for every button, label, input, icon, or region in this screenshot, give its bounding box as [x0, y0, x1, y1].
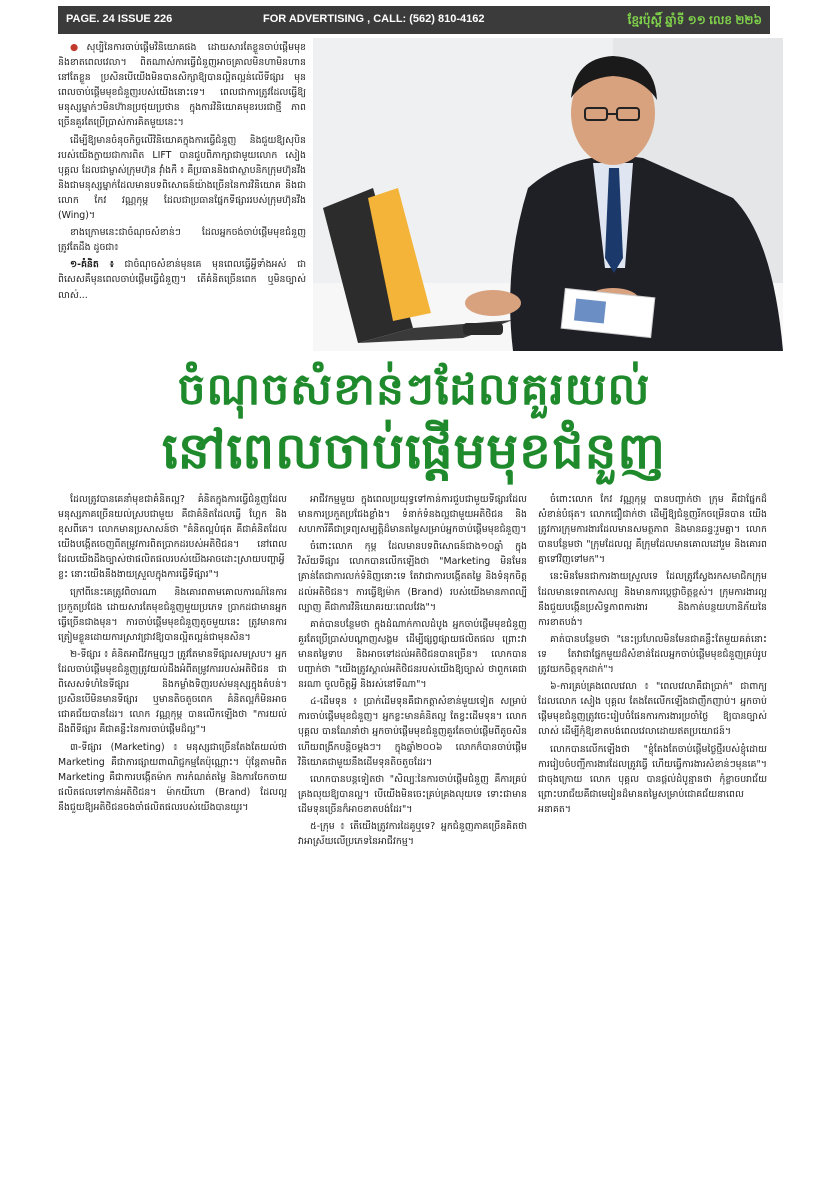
article-paragraph: ដែលត្រូវបានគេនាំមុខជាគំនិតល្អ? គំនិតក្នុងការធ្វើជំនួញដែលមនុស្សភាគច្រើនយល់ស្របជាមួយ គឺជាគំនិតដែលធ្វើ ហ្គែក និងខុសពីគេ។ លោកមានប្រសាសន៍ថា "គំនិតល្អបំផុត គឺជាគំនិតដែលយើងបង្កើតចេញពីតម្រូវការពិតប្រាកដរបស់អតិថិជន។ នៅពេលដែលយើងដឹងច្បាស់ថាផលិតផលរបស់យើងអាចដោះស្រាយបញ្ហាអ្វីខ្លះ នោះយើងនឹងងាយស្រួលក្នុងការធ្វើទីផ្សារ"។: [58, 494, 287, 581]
interviewee-photo: [313, 38, 783, 351]
page-header: [58, 6, 770, 34]
article-paragraph: នេះមិនមែនជាការងាយស្រួលទេ ដែលត្រូវស្វែងរកសមាជិកក្រុមដែលមានទេពកោសល្យ និងមានការប្តេជ្ញាចិត្តខ្ពស់។ ក្រុមការងារល្អ នឹងជួយបង្កើនប្រសិទ្ធភាពការងារ និងកាត់បន្ថយហានិភ័យនៃការខាតបង់។: [538, 571, 767, 628]
intro-column: [58, 40, 306, 305]
intro-paragraph: ១-គំនិត ៖ ជាចំណុចសំខាន់មុនគេ មុនពេលធ្វើអ្វីទាំងអស់ ជាពិសេសគឺមុនពេលចាប់ផ្តើមធ្វើជំនួញ។ តើគំនិតច្រើនពេក ឬមិនច្បាស់លាស់...: [58, 259, 306, 301]
article-paragraph: គាត់បានបន្ថែមថា ក្នុងដំណាក់កាលដំបូង អ្នកចាប់ផ្តើមមុខជំនួញគួរតែប្រើប្រាស់បណ្តាញសង្គម ដើម្បីផ្សព្វផ្សាយផលិតផល ព្រោះវាមានតម្លៃទាប និងអាចទៅដល់អតិថិជនបានច្រើន។ លោកបានបញ្ជាក់ថា "យើងត្រូវស្គាល់អតិថិជនរបស់យើងឱ្យច្បាស់ ថាពួកគេជានរណា ចូលចិត្តអ្វី និងរស់នៅទីណា"។: [298, 618, 527, 691]
article-paragraph: ២-ទីផ្សារ ៖ គំនិតអាជីវកម្មល្អៗ ត្រូវតែមានទីផ្សារសមស្រប។ អ្នកដែលចាប់ផ្តើមមុខជំនួញត្រូវយល់ដឹងអំពីតម្រូវការរបស់អតិថិជន ជាពិសេសទំហំនៃទីផ្សារ និងកម្លាំងទិញរបស់មនុស្សក្នុងតំបន់។ ប្រសិនបើមិនមានទីផ្សារ ឬមានតិចតួចពេក គំនិតល្អក៏មិនអាចជោគជ័យបានដែរ។ លោក វណ្ណកុម្ភ បានលើកឡើងថា "ការយល់ដឹងពីទីផ្សារ គឺជាគន្លឹះនៃការចាប់ផ្តើមដ៏ល្អ"។: [58, 648, 287, 736]
article-column-1: [58, 492, 287, 817]
page-issue-label: PAGE. 24 ISSUE 226: [66, 13, 173, 25]
advertising-contact: FOR ADVERTISING , CALL: (562) 810-4162: [263, 13, 485, 25]
bullet-icon: ●: [70, 42, 87, 53]
businessman-at-desk-illustration: [313, 38, 783, 351]
article-paragraph: គាត់បានបន្ថែមថា "នេះប្រហែលមិនមែនជាគន្លឹះតែមួយគត់នោះទេ តែវាជាផ្នែកមួយដ៏សំខាន់ដែលអ្នកចាប់ផ្តើមមុខជំនួញគ្រប់រូបត្រូវយកចិត្តទុកដាក់"។: [538, 633, 767, 676]
article-paragraph: ចំពោះលោក កុម្ភ ដែលមានបទពិសោធន៍ជាង១០ឆ្នាំ ក្នុងវិស័យទីផ្សារ លោកបានលើកឡើងថា "Marketing មិនមែនគ្រាន់តែជាការលក់ទំនិញនោះទេ តែវាជាការបង្កើតតម្លៃ និងទំនុកចិត្តដល់អតិថិជន។ ការធ្វើឱ្យម៉ាក (Brand) របស់យើងមានភាពល្បីល្បាញ គឺជាការវិនិយោគរយៈពេលវែង"។: [298, 541, 527, 613]
masthead-title: ខ្មែរប៉ុស្តិ៍ ឆ្នាំទី ១១ លេខ ២២៦: [627, 13, 762, 27]
article-paragraph: ៦-ការគ្រប់គ្រងពេលវេលា ៖ "ពេលវេលាគឺជាប្រាក់" ជាពាក្យដែលលោក សៀង បុគ្គល តែងតែលើកឡើងជាញឹកញាប់។ អ្នកចាប់ផ្តើមមុខជំនួញត្រូវចេះរៀបចំផែនការការងារប្រចាំថ្ងៃ ឱ្យបានច្បាស់លាស់ ដើម្បីកុំឱ្យខាតបង់ពេលវេលាដោយឥតប្រយោជន៍។: [538, 681, 767, 738]
headline-line-1: ចំណុចសំខាន់ៗដែលគួរយល់: [177, 364, 651, 415]
article-column-2: [298, 492, 527, 851]
article-paragraph: ៣-ទីផ្សារ (Marketing) ៖ មនុស្សជាច្រើនតែងតែយល់ថា Marketing គឺជាការផ្សាយពាណិជ្ជកម្មតែប៉ុណ្ណោះ។ ប៉ុន្តែតាមពិត Marketing គឺជាការបង្កើតម៉ាក ការកំណត់តម្លៃ និងការចែកចាយផលិតផលទៅកាន់អតិថិជន។ ម៉ាកយីហោ (Brand) ដែលល្អ នឹងជួយឱ្យអតិថិជនចងចាំផលិតផលរបស់យើងបានយូរ។: [58, 741, 287, 813]
headline-line-2: នៅពេលចាប់ផ្តើមមុខជំនួញ: [162, 422, 666, 480]
article-paragraph: ៤-ដើមទុន ៖ ប្រាក់ដើមទុនគឺជាកត្តាសំខាន់មួយទៀត សម្រាប់ការចាប់ផ្តើមមុខជំនួញ។ អ្នកខ្លះមានគំនិតល្អ តែខ្វះដើមទុន។ លោក បុគ្គល បានណែនាំថា អ្នកចាប់ផ្តើមមុខជំនួញគួរតែចាប់ផ្តើមពីតូចសិន ហើយពង្រីកបន្តិចម្តងៗ។ ក្នុងឆ្នាំ២០០៦ លោកក៏បានចាប់ផ្តើមវិនិយោគជាមួយនឹងដើមទុនតិចតួចដែរ។: [298, 696, 527, 768]
intro-paragraph: ខាងក្រោមនេះជាចំណុចសំខាន់ៗ ដែលអ្នកចង់ចាប់ផ្តើមមុខជំនួញត្រូវតែដឹង ដូចជា៖: [58, 227, 306, 254]
section-label: ១-គំនិត ៖: [70, 259, 114, 271]
article-paragraph: អាជីវកម្មមួយ ក្នុងពេលប្រយុទ្ធទៅកាន់ការជួបជាមួយទីផ្សារដែលមានការប្រកួតប្រជែងខ្លាំង។ ទំនាក់ទំនងល្អជាមួយអតិថិជន និងសហការីគឺជាទ្រព្យសម្បត្តិដ៏មានតម្លៃសម្រាប់អ្នកចាប់ផ្តើមមុខជំនួញ។: [298, 494, 527, 536]
article-column-3: [538, 492, 767, 819]
article-paragraph: ៥-ក្រុម ៖ តើយើងត្រូវការដៃគូឬទេ? អ្នកជំនួញភាគច្រើនគិតថា វាអាស្រ័យលើប្រភេទនៃអាជីវកម្ម។: [298, 820, 527, 848]
article-paragraph: លោកបានលើកឡើងថា "ខ្ញុំតែងតែចាប់ផ្តើមថ្ងៃថ្មីរបស់ខ្ញុំដោយការរៀបចំបញ្ជីការងារដែលត្រូវធ្វើ ហើយធ្វើការងារសំខាន់ៗមុនគេ"។ ជាចុងក្រោយ លោក បុគ្គល បានផ្តល់ដំបូន្មានថា កុំខ្លាចបរាជ័យ ព្រោះបរាជ័យគឺជាមេរៀនដ៏មានតម្លៃសម្រាប់ជោគជ័យនាពេលអនាគត។: [538, 743, 767, 815]
article-paragraph: លោកបានបន្តទៀតថា "សិល្បៈនៃការចាប់ផ្តើមជំនួញ គឺការគ្រប់គ្រងលុយឱ្យបានល្អ។ បើយើងមិនចេះគ្រប់គ្រងលុយទេ ទោះជាមានដើមទុនច្រើនក៏អាចខាតបង់ដែរ"។: [298, 773, 527, 815]
intro-paragraph: ដើម្បីឱ្យមានចំនុចកិច្ចលើវិនិយោគក្នុងការធ្វើជំនួញ និងជួយឱ្យសុបិនរបស់យើងក្លាយជាការពិត LIFT បានជួបពិភាក្សាជាមួយលោក សៀង បុគ្គល ដែលជាម្ចាស់ក្រុមហ៊ុន វ៉ាំងកឺ ៖ គឺប្រធាននិងជាស្ថាបនិកក្រុមហ៊ុនវីង និងជាមនុស្សម្នាក់ដែលមានបទពិសោធន៍យ៉ាងច្រើននៃការវិនិយោគ និងជាលោក កែវ វណ្ណកុម្ភ ដែលជាប្រធានផ្នែកទីផ្សាររបស់ក្រុមហ៊ុនវីង (Wing)។: [58, 134, 306, 222]
article-paragraph: ក្រៅពីនេះគេត្រូវពិចារណា និងគោរពតាមគោលការណ៍នៃការប្រកួតប្រជែង ដោយសារតែមុខជំនួញមួយប្រភេទ ប្រាកដជាមានអ្នកធ្វើច្រើនជាងមុន។ ការចាប់ផ្តើមមុខជំនួញតូចមួយនេះ ត្រូវមានការត្រៀមខ្លួនដោយការស្រាវជ្រាវឱ្យបានល្អិតល្អន់ជាមុនសិន។: [58, 586, 287, 643]
article-paragraph: ចំពោះលោក កែវ វណ្ណកុម្ភ បានបញ្ជាក់ថា ក្រុម គឺជាផ្នែកដ៏សំខាន់បំផុត។ លោកជឿជាក់ថា ដើម្បីឱ្យជំនួញរីកចម្រើនបាន យើងត្រូវការក្រុមការងារដែលមានសមត្ថភាព និងមានឆន្ទៈរួមគ្នា។ លោកបានបន្ថែមថា "ក្រុមដែលល្អ គឺក្រុមដែលមានគោលដៅរួម និងគោរពគ្នាទៅវិញទៅមក"។: [538, 494, 767, 566]
intro-paragraph: ●សុប្បិនៃការចាប់ផ្តើមវិនិយោគផង ដោយសារតែខ្លួនចាប់ផ្តើមមុខ និងខាតពេលវេលា។ ពិតណាស់ការធ្វើជំនួញអាចគ្រាលមិនហាមិនហាននៅតែខ្លួន ប្រសិនបើយើងមិនបានសិក្សាឱ្យបានល្អិតល្អន់លើទីផ្សារ មុនពេលចាប់ផ្តើមមុខជំនួញរបស់យើងនោះទេ។ ពេលជាការត្រូវដែលធ្វើឱ្យមនុស្សម្នាក់ៗមិនហ៊ានប្រថុយប្រថាន ក្នុងការវិនិយោគមុខរបរជាថ្មី ភាពច្រើនគួរតែប្រើប្រាស់ការគិតមួយនេះ។: [58, 42, 306, 129]
